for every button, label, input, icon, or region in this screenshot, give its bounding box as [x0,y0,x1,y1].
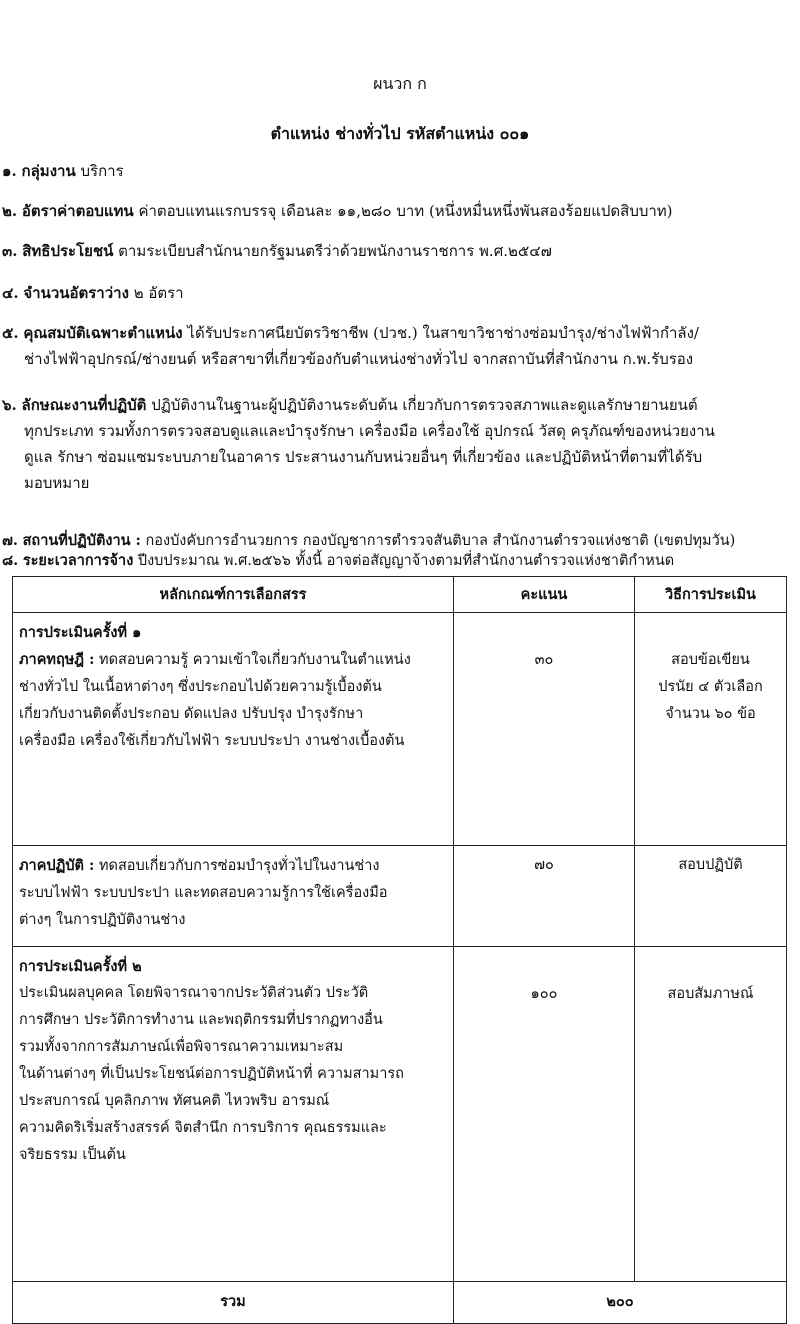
item-label: จำนวนอัตราว่าง [23,284,129,302]
method-cell [635,613,787,846]
item-number: ๑. [2,162,17,180]
item-3 [2,238,792,264]
item-label: อัตราค่าตอบแทน [21,202,134,220]
header-criteria: หลักเกณฑ์การเลือกสรร [13,577,454,613]
item-1 [2,158,792,184]
criteria-line: รวมทั้งจากการสัมภาษณ์เพื่อพิจารณาความเหมาะสม [19,1039,344,1055]
item-text: ได้รับประกาศนียบัตรวิชาชีพ (ปวช.) ในสาขาวิชาช่างซ่อมบำรุง/ช่างไฟฟ้ากำลัง/ [187,324,699,342]
criteria-cell [13,947,454,1282]
criteria-line: ระบบไฟฟ้า ระบบประปา และทดสอบความรู้การใช้เครื่องมือ [19,885,388,901]
table-row [13,846,787,947]
sub-label: ภาคปฏิบัติ : [19,857,95,874]
item-label: กลุ่มงาน [21,162,76,180]
item-text: บริการ [80,162,124,180]
item-number: ๘. [2,552,19,569]
item-number: ๕. [2,324,19,342]
annex-heading: ผนวก ก [373,74,427,93]
sub-text: ทดสอบความรู้ ความเข้าใจเกี่ยวกับงานในตำแหน่ง [99,652,411,668]
item-text: ค่าตอบแทนแรกบรรจุ เดือนละ ๑๑,๒๘๐ บาท (หนึ่งหมื่นหนึ่งพันสองร้อยแปดสิบบาท) [138,202,673,220]
header-score: คะแนน [454,577,635,613]
item-number: ๖. [2,396,17,414]
table-row [13,947,787,1282]
total-value: ๒๐๐ [454,1282,787,1324]
criteria-cell [13,846,454,947]
item-6 [2,392,792,496]
table-header-row [13,577,787,613]
item-text: กองบังคับการอำนวยการ กองบัญชาการตำรวจสันติบาล สำนักงานตำรวจแห่งชาติ (เขตปทุมวัน) [145,533,736,549]
item-label: ระยะเวลาการจ้าง [22,552,134,569]
sub-text: ทดสอบเกี่ยวกับการซ่อมบำรุงทั่วไปในงานช่าง [98,858,380,874]
item-number: ๓. [2,242,18,260]
criteria-line: ประสบการณ์ บุคลิกภาพ ทัศนคติ ไหวพริบ อารมณ์ [19,1093,330,1109]
table-row [13,613,787,846]
selection-criteria-table [12,576,787,1324]
criteria-line: การศึกษา ประวัติการทำงาน และพฤติกรรมที่ปรากฏทางอื่น [19,1012,383,1028]
item-2 [2,198,792,224]
item-number: ๒. [2,202,18,220]
sub-label: ภาคทฤษฎี : [19,651,95,668]
item-5 [2,320,792,372]
item-label: สถานที่ปฏิบัติงาน : [22,532,141,549]
item-number: ๗. [2,532,18,549]
item-text-continued: มอบหมาย [24,474,90,492]
method-cell: สอบสัมภาษณ์ [635,947,787,1282]
criteria-cell [13,613,454,846]
method-line: จำนวน ๖๐ ข้อ [665,706,756,722]
item-label: คุณสมบัติเฉพาะตำแหน่ง [23,324,183,342]
method-line: สอบข้อเขียน [671,652,750,668]
item-text-continued: ทุกประเภท รวมทั้งการตรวจสอบดูแลและบำรุงรักษา เครื่องมือ เครื่องใช้ อุปกรณ์ วัสดุ ครุภัณฑ์ของหน่วยงาน [24,422,715,440]
header-method: วิธีการประเมิน [635,577,787,613]
criteria-line: ประเมินผลบุคคล โดยพิจารณาจากประวัติส่วนตัว ประวัติ [19,985,369,1001]
table-total-row [13,1282,787,1324]
method-cell: สอบปฏิบัติ [635,846,787,947]
position-title: ตำแหน่ง ช่างทั่วไป รหัสตำแหน่ง ๐๐๑ [270,124,530,143]
criteria-line: ต่างๆ ในการปฏิบัติงานช่าง [19,912,186,928]
item-label: สิทธิประโยชน์ [22,242,114,260]
total-label: รวม [13,1282,454,1324]
item-text: ตามระเบียบสำนักนายกรัฐมนตรีว่าด้วยพนักงานราชการ พ.ศ.๒๕๔๗ [118,242,552,260]
method-line: ปรนัย ๔ ตัวเลือก [658,679,763,695]
criteria-line: เครื่องมือ เครื่องใช้เกี่ยวกับไฟฟ้า ระบบประปา งานช่างเบื้องต้น [19,733,405,749]
score-cell: ๑๐๐ [454,947,635,1282]
criteria-line: ช่างทั่วไป ในเนื้อหาต่างๆ ซึ่งประกอบไปด้วยความรู้เบื้องต้น [19,679,382,695]
score-cell: ๗๐ [454,846,635,947]
criteria-line: ความคิดริเริ่มสร้างสรรค์ จิตสำนึก การบริการ คุณธรรมและ [19,1120,387,1136]
item-text: ๒ อัตรา [133,284,184,302]
score-cell: ๓๐ [454,613,635,846]
item-text: ปฏิบัติงานในฐานะผู้ปฏิบัติงานระดับต้น เกี่ยวกับการตรวจสภาพและดูแลรักษายานยนต์ [151,396,698,414]
item-8 [2,548,792,574]
criteria-line: เกี่ยวกับงานติดตั้งประกอบ ดัดแปลง ปรับปรุง บำรุงรักษา [19,706,364,722]
criteria-line: จริยธรรม เป็นต้น [19,1147,126,1163]
phase-title: การประเมินครั้งที่ ๒ [19,958,142,975]
item-text-continued: ช่างไฟฟ้าอุปกรณ์/ช่างยนต์ หรือสาขาที่เกี่ยวข้องกับตำแหน่งช่างทั่วไป จากสถาบันที่สำนักงาน ก.พ.รับรอง [24,350,694,368]
item-text: ปีงบประมาณ พ.ศ.๒๕๖๖ ทั้งนี้ อาจต่อสัญญาจ้างตามที่สำนักงานตำรวจแห่งชาติกำหนด [137,553,675,569]
item-label: ลักษณะงานที่ปฏิบัติ [21,396,147,414]
phase-title: การประเมินครั้งที่ ๑ [19,624,142,641]
criteria-line: ในด้านต่างๆ ที่เป็นประโยชน์ต่อการปฏิบัติหน้าที่ ความสามารถ [19,1066,404,1082]
item-number: ๔. [2,284,19,302]
item-text-continued: ดูแล รักษา ซ่อมแซมระบบภายในอาคาร ประสานงานกับหน่วยอื่นๆ ที่เกี่ยวข้อง และปฏิบัติหน้าที่ตามที่ได้รับ [24,448,703,466]
item-4 [2,280,792,306]
